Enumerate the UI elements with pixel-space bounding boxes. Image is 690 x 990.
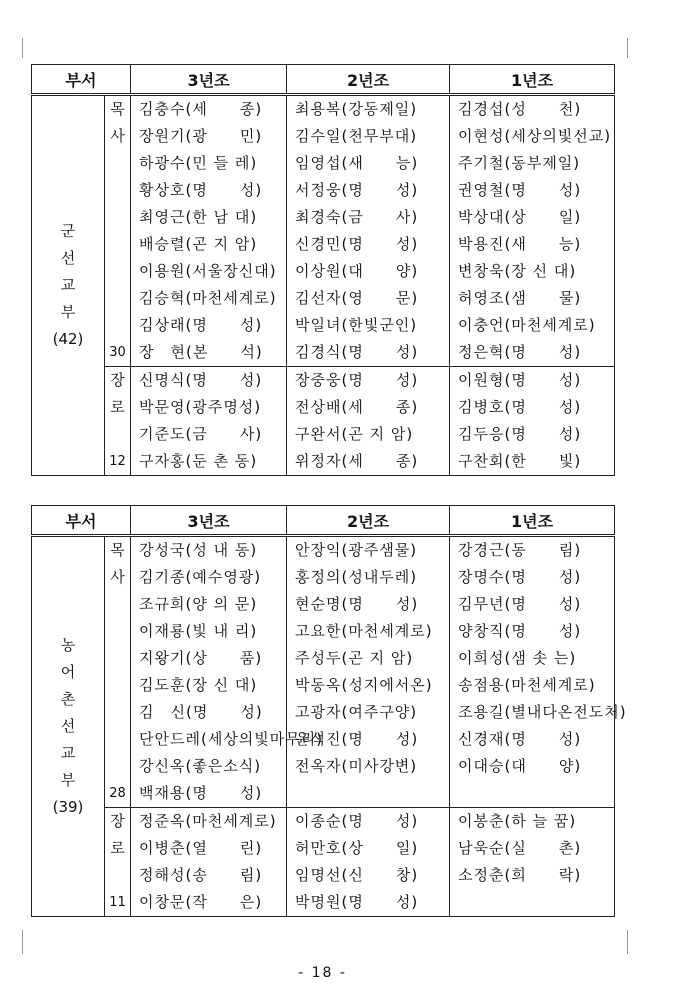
header-row (32, 65, 615, 95)
member-name: 황상호(명 성) (139, 181, 263, 199)
member-name: 김승혁(마천세계로) (139, 289, 277, 307)
member-name: 전옥자(미사강변) (295, 757, 418, 775)
role-char: 로 (110, 398, 125, 416)
member-name: 전상배(세 종) (295, 398, 419, 416)
role-group-row (32, 367, 615, 476)
member-name: 서정웅(명 성) (295, 181, 419, 199)
names-cell-g2 (287, 367, 450, 476)
member-name: 양창직(명 성) (458, 622, 582, 640)
member-name: 현순명(명 성) (295, 595, 419, 613)
role-cell (105, 536, 131, 808)
crop-mark (627, 38, 638, 58)
crop-mark (12, 930, 23, 954)
member-name: 이상원(대 양) (295, 262, 419, 280)
member-name: 김경섭(성 천) (458, 100, 582, 118)
member-name (287, 780, 449, 807)
member-name: 김두응(명 성) (458, 425, 582, 443)
member-name: 최용복(강동제일) (295, 100, 418, 118)
role-cell (105, 808, 131, 917)
role-count: 11 (109, 895, 126, 910)
roster-table-2 (31, 505, 627, 917)
role-cell (105, 95, 131, 367)
names-cell-g3 (131, 95, 287, 367)
member-name: 고광자(여주구양) (295, 703, 418, 721)
member-name: 김경식(명 성) (295, 343, 419, 361)
dept-cell (32, 536, 105, 917)
member-name: 박일녀(한빛군인) (295, 316, 418, 334)
member-name: 김도훈(장 신 대) (139, 676, 258, 694)
header-dept: 부서 (32, 506, 131, 536)
member-name: 박상대(상 일) (458, 208, 582, 226)
names-cell-g3 (131, 536, 324, 808)
member-name: 이용원(서울장신대) (139, 262, 277, 280)
member-name: 김수일(천무부대) (295, 127, 418, 145)
dept-char: 농 (60, 636, 76, 654)
member-name: 신경재(명 성) (458, 730, 582, 748)
member-name: 임명선(신 창) (295, 866, 419, 884)
role-count: 28 (109, 786, 126, 801)
member-name: 김상래(명 성) (139, 316, 263, 334)
dept-char: 부 (60, 303, 76, 321)
member-name: 이원형(명 성) (458, 371, 582, 389)
member-name: 정해성(송 림) (139, 866, 263, 884)
member-name: 소정춘(희 락) (458, 866, 582, 884)
role-char: 로 (110, 839, 125, 857)
member-name: 이재룡(빛 내 리) (139, 622, 258, 640)
member-name: 장중웅(명 성) (295, 371, 419, 389)
role-char: 사 (110, 127, 125, 145)
member-name: 하광수(민 들 레) (139, 154, 258, 172)
member-name (450, 889, 614, 916)
member-name: 허만호(상 일) (295, 839, 419, 857)
member-name: 지왕기(상 품) (139, 649, 263, 667)
member-name: 박동옥(성지에서온) (295, 676, 433, 694)
member-name: 백재용(명 성) (139, 784, 263, 802)
member-name: 김무년(명 성) (458, 595, 582, 613)
header-grade1: 1년조 (450, 506, 615, 536)
member-name: 홍정의(성내두레) (295, 568, 418, 586)
member-name: 장원기(광 민) (139, 127, 263, 145)
member-name: 신명식(명 성) (139, 371, 263, 389)
member-name: 기준도(금 사) (139, 425, 263, 443)
crop-mark (12, 38, 23, 58)
member-name: 최영근(한 남 대) (139, 208, 258, 226)
member-name: 신경민(명 성) (295, 235, 419, 253)
member-name: 주성두(곤 지 암) (295, 649, 414, 667)
member-name (450, 780, 614, 807)
names-cell-g2 (287, 536, 450, 808)
dept-char: 교 (60, 276, 76, 294)
member-name: 남욱순(실 촌) (458, 839, 582, 857)
names-cell-g1 (450, 95, 615, 367)
header-grade2: 2년조 (287, 506, 450, 536)
names-cell-g3 (131, 367, 287, 476)
names-cell-g3 (131, 808, 287, 917)
dept-cell (32, 95, 105, 476)
dept-char: 선 (60, 717, 76, 735)
member-name: 임영섭(새 능) (295, 154, 419, 172)
role-char: 장 (110, 371, 125, 389)
member-name: 박문영(광주명성) (139, 398, 262, 416)
role-char: 사 (110, 568, 125, 586)
member-name: 조규희(양 의 문) (139, 595, 258, 613)
dept-count: (39) (52, 798, 84, 816)
header-grade3: 3년조 (131, 506, 287, 536)
member-name: 장명수(명 성) (458, 568, 582, 586)
member-name: 김기종(예수영광) (139, 568, 262, 586)
role-char: 장 (110, 812, 125, 830)
member-name: 조용길(별내다온전도처) (458, 703, 627, 721)
member-name: 이현성(세상의빛선교) (458, 127, 612, 145)
member-name: 구완서(곤 지 암) (295, 425, 414, 443)
roster-table-1 (31, 64, 615, 476)
crop-mark (627, 930, 638, 954)
names-cell-g2 (287, 808, 450, 917)
names-cell-g1 (450, 536, 627, 808)
member-name: 김병호(명 성) (458, 398, 582, 416)
member-name: 이창문(작 은) (139, 893, 263, 911)
role-count: 12 (109, 454, 126, 469)
member-name: 이충언(마천세계로) (458, 316, 596, 334)
member-name: 허영조(샘 물) (458, 289, 582, 307)
member-name: 이봉춘(하 늘 꿈) (458, 812, 577, 830)
names-cell-g1 (450, 808, 615, 917)
member-name: 구찬회(한 빛) (458, 452, 582, 470)
member-name: 김선자(영 문) (295, 289, 419, 307)
member-name: 변창욱(장 신 대) (458, 262, 577, 280)
member-name: 강경근(동 림) (458, 541, 582, 559)
member-name: 주기철(동부제일) (458, 154, 581, 172)
member-name: 정은혁(명 성) (458, 343, 582, 361)
member-name: 김충수(세 종) (139, 100, 263, 118)
header-grade3: 3년조 (131, 65, 287, 95)
dept-char: 촌 (60, 690, 76, 708)
member-name: 강신옥(좋은소식) (139, 757, 262, 775)
page-number: - 18 - (298, 965, 347, 981)
member-name: 장 현(본 석) (139, 343, 263, 361)
member-name: 박명원(명 성) (295, 893, 419, 911)
member-name: 고요한(마천세계로) (295, 622, 433, 640)
member-name: 정준옥(마천세계로) (139, 812, 277, 830)
header-row (32, 506, 615, 536)
header-grade2: 2년조 (287, 65, 450, 95)
member-name: 윤석진(명 성) (295, 730, 419, 748)
role-count: 30 (109, 345, 126, 360)
header-grade1: 1년조 (450, 65, 615, 95)
dept-char: 어 (60, 663, 76, 681)
member-name: 이병춘(열 린) (139, 839, 263, 857)
member-name: 배승렬(곤 지 암) (139, 235, 258, 253)
member-name: 위정자(세 종) (295, 452, 419, 470)
member-name: 권영철(명 성) (458, 181, 582, 199)
dept-char: 교 (60, 744, 76, 762)
dept-char: 군 (60, 222, 76, 240)
dept-count: (42) (52, 330, 84, 348)
member-name: 송점용(마천세계로) (458, 676, 596, 694)
dept-char: 부 (60, 771, 76, 789)
member-name: 강성국(성 내 동) (139, 541, 258, 559)
names-cell-g2 (287, 95, 450, 367)
role-group-row (32, 536, 615, 808)
member-name: 단안드레(세상의빛마무리) (139, 730, 324, 748)
member-name: 이대승(대 양) (458, 757, 582, 775)
member-name: 안장익(광주샘물) (295, 541, 418, 559)
role-group-row (32, 95, 615, 367)
role-char: 목 (110, 541, 125, 559)
member-name: 이종순(명 성) (295, 812, 419, 830)
member-name: 박용진(새 능) (458, 235, 582, 253)
role-group-row (32, 808, 615, 917)
member-name: 이희성(샘 솟 는) (458, 649, 577, 667)
role-cell (105, 367, 131, 476)
member-name: 김 신(명 성) (139, 703, 263, 721)
header-dept: 부서 (32, 65, 131, 95)
member-name: 구자홍(둔 촌 동) (139, 452, 258, 470)
dept-char: 선 (60, 249, 76, 267)
member-name: 최경숙(금 사) (295, 208, 419, 226)
role-char: 목 (110, 100, 125, 118)
names-cell-g1 (450, 367, 615, 476)
